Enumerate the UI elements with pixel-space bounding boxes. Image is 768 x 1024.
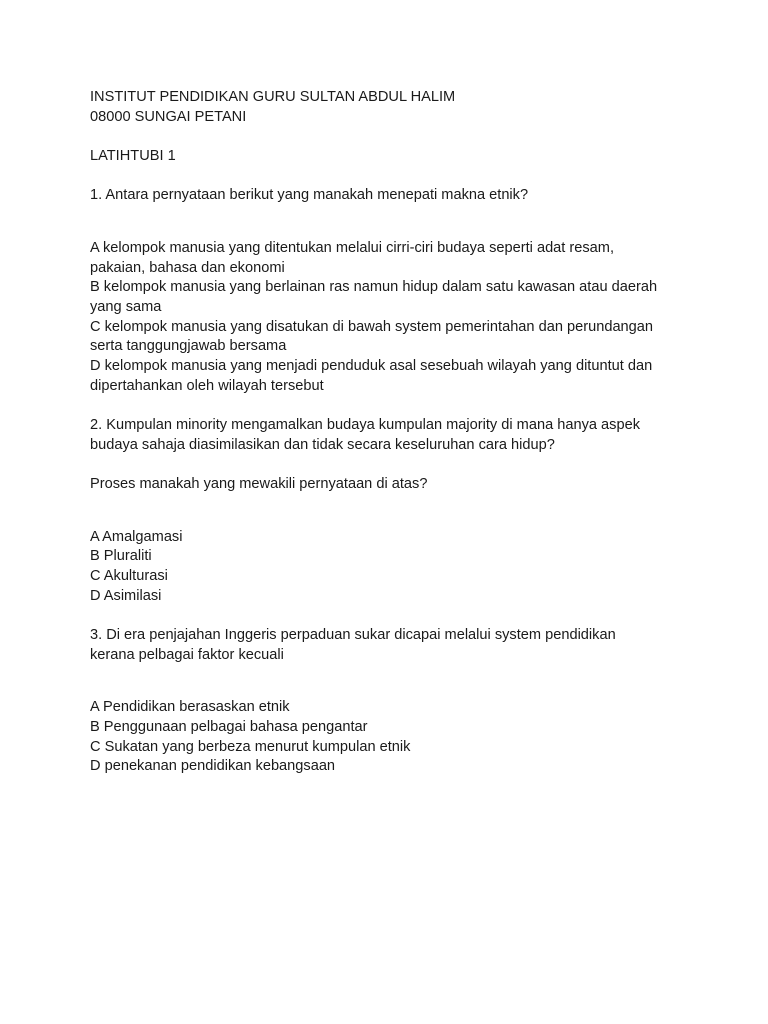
question-3-text-line-2: kerana pelbagai faktor kecuali xyxy=(90,646,284,663)
question-3-text-line-1: 3. Di era penjajahan Inggeris perpaduan sukar dicapai melalui system pendidikan xyxy=(90,627,616,644)
institution-name: INSTITUT PENDIDIKAN GURU SULTAN ABDUL HALIM xyxy=(90,89,456,105)
institution-address: 08000 SUNGAI PETANI xyxy=(90,108,247,125)
question-2-text-line-1: 2. Kumpulan minority mengamalkan budaya kumpulan majority di mana hanya aspek xyxy=(90,417,640,434)
document-content xyxy=(90,88,690,777)
question-2-option-a: A Amalgamasi xyxy=(90,528,183,545)
question-3-option-d: D penekanan pendidikan kebangsaan xyxy=(90,758,336,775)
question-1-option-a-line-1: A kelompok manusia yang ditentukan melalui cirri-ciri budaya seperti adat resam, xyxy=(90,239,615,256)
question-3-option-c: C Sukatan yang berbeza menurut kumpulan etnik xyxy=(90,738,411,755)
question-2-prompt: Proses manakah yang mewakili pernyataan di atas? xyxy=(90,476,428,493)
question-3-option-a: A Pendidikan berasaskan etnik xyxy=(90,699,290,716)
question-1-text: 1. Antara pernyataan berikut yang manakah menepati makna etnik? xyxy=(90,187,529,204)
question-2-option-c: C Akulturasi xyxy=(90,568,168,585)
question-2-option-b: B Pluraliti xyxy=(90,548,152,565)
question-1-option-d-line-2: dipertahankan oleh wilayah tersebut xyxy=(90,377,324,394)
question-2-option-d: D Asimilasi xyxy=(90,587,162,604)
question-1-option-a-line-2: pakaian, bahasa dan ekonomi xyxy=(90,259,285,276)
question-3-option-b: B Penggunaan pelbagai bahasa pengantar xyxy=(90,718,368,735)
question-1-option-d-line-1: D kelompok manusia yang menjadi penduduk asal sesebuah wilayah yang dituntut dan xyxy=(90,358,653,375)
question-1-option-b-line-1: B kelompok manusia yang berlainan ras namun hidup dalam satu kawasan atau daerah xyxy=(90,279,658,296)
question-1-option-b-line-2: yang sama xyxy=(90,298,162,315)
exercise-title: LATIHTUBI 1 xyxy=(90,148,176,165)
question-2-text-line-2: budaya sahaja diasimilasikan dan tidak secara keseluruhan cara hidup? xyxy=(90,436,555,453)
question-1-options xyxy=(90,239,690,397)
question-1-option-c-line-1: C kelompok manusia yang disatukan di bawah system pemerintahan dan perundangan xyxy=(90,318,654,335)
question-2-options xyxy=(90,528,690,607)
question-3-options xyxy=(90,698,690,777)
question-1-option-c-line-2: serta tanggungjawab bersama xyxy=(90,338,287,355)
